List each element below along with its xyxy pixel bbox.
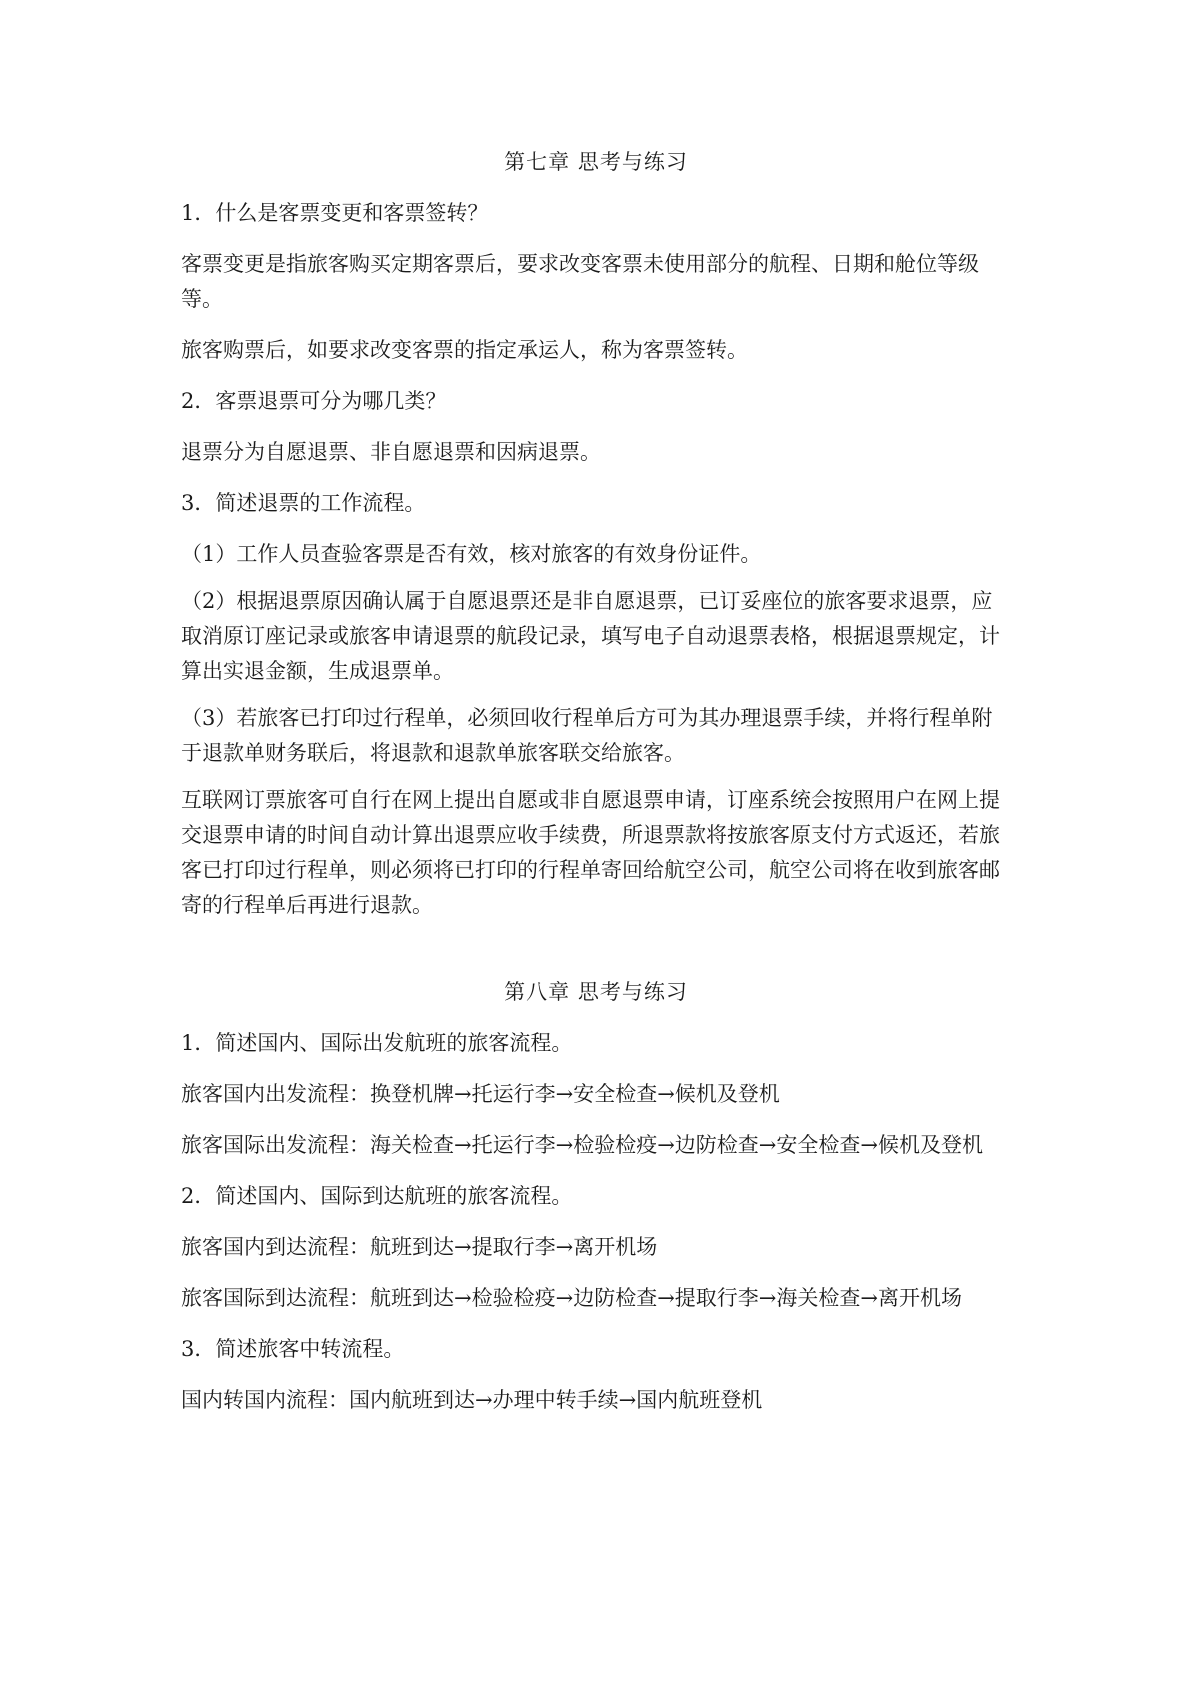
ch7-answer-3-paragraph-4: 互联网订票旅客可自行在网上提出自愿或非自愿退票申请，订座系统会按照用户在网上提交退票申请的时间自动计算出退票应收手续费，所退票款将按旅客原支付方式返还，若旅客已打印过行程单，则必须将已打印的行程单寄回给航空公司，航空公司将在收到旅客邮寄的行程单后再进行退款。 — [181, 788, 1000, 917]
ch8-answer-1-international: 旅客国际出发流程：海关检查→托运行李→检验检疫→边防检查→安全检查→候机及登机 — [181, 1133, 983, 1157]
ch8-answer-1-domestic: 旅客国内出发流程：换登机牌→托运行李→安全检查→候机及登机 — [181, 1082, 780, 1106]
ch8-question-2: 2．简述国内、国际到达航班的旅客流程。 — [181, 1184, 573, 1208]
chapter-7-section — [181, 146, 1011, 923]
chapter-7-title: 第七章 思考与练习 — [504, 150, 688, 174]
ch7-answer-3-step-2: （2）根据退票原因确认属于自愿退票还是非自愿退票，已订妥座位的旅客要求退票，应取消原订座记录或旅客申请退票的航段记录，填写电子自动退票表格，根据退票规定，计算出实退金额，生成退票单。 — [181, 589, 1000, 683]
ch7-answer-2: 退票分为自愿退票、非自愿退票和因病退票。 — [181, 440, 601, 464]
ch7-question-3: 3．简述退票的工作流程。 — [181, 491, 426, 515]
ch8-answer-2-international: 旅客国际到达流程：航班到达→检验检疫→边防检查→提取行李→海关检查→离开机场 — [181, 1286, 962, 1310]
ch8-answer-3-domestic: 国内转国内流程：国内航班到达→办理中转手续→国内航班登机 — [181, 1388, 763, 1412]
ch7-question-1: 1．什么是客票变更和客票签转？ — [181, 201, 489, 225]
ch8-answer-2-domestic: 旅客国内到达流程：航班到达→提取行李→离开机场 — [181, 1235, 658, 1259]
ch7-answer-1-paragraph-1: 客票变更是指旅客购买定期客票后，要求改变客票未使用部分的航程、日期和舱位等级等。 — [181, 252, 979, 311]
document-page — [181, 0, 1011, 1684]
ch8-question-1: 1．简述国内、国际出发航班的旅客流程。 — [181, 1031, 573, 1055]
chapter-8-title: 第八章 思考与练习 — [504, 980, 688, 1004]
chapter-8-section — [181, 976, 1011, 1434]
ch7-answer-3-step-1: （1）工作人员查验客票是否有效，核对旅客的有效身份证件。 — [181, 542, 762, 566]
ch7-answer-3-step-3: （3）若旅客已打印过行程单，必须回收行程单后方可为其办理退票手续，并将行程单附于退款单财务联后，将退款和退款单旅客联交给旅客。 — [181, 706, 993, 765]
ch7-question-2: 2．客票退票可分为哪几类？ — [181, 389, 447, 413]
ch8-question-3: 3．简述旅客中转流程。 — [181, 1337, 405, 1361]
ch7-answer-1-paragraph-2: 旅客购票后，如要求改变客票的指定承运人，称为客票签转。 — [181, 338, 748, 362]
